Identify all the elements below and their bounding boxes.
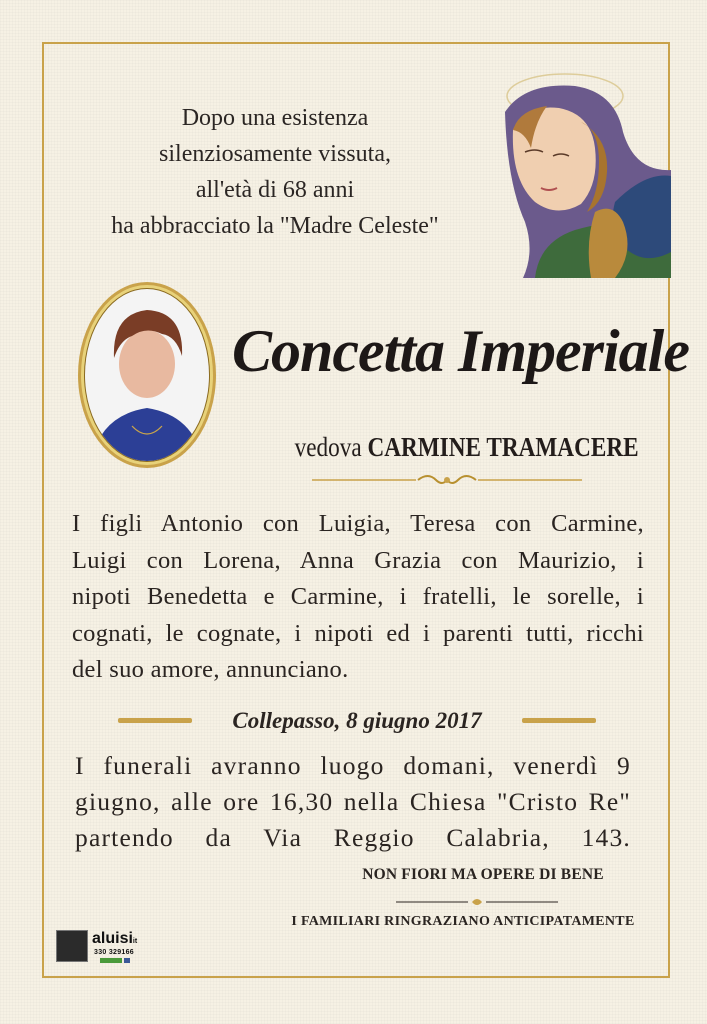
funeral-line: giugno, alle ore 16,30 nella Chiesa "Cristo Re" bbox=[75, 787, 631, 816]
whatsapp-icon bbox=[100, 958, 122, 963]
logo-brand-name: aluisi bbox=[92, 930, 133, 947]
aluisi-logo bbox=[56, 930, 156, 968]
gold-bar-right bbox=[522, 718, 596, 723]
facebook-icon bbox=[124, 958, 130, 963]
place-date-row bbox=[118, 704, 596, 738]
intro-text bbox=[70, 100, 480, 244]
announcement-line: del suo amore, annunciano. bbox=[72, 656, 349, 683]
deceased-name: Concetta Imperiale bbox=[232, 318, 689, 384]
logo-brand bbox=[92, 930, 137, 948]
ornament-divider bbox=[312, 470, 582, 490]
announcement-text bbox=[72, 506, 644, 689]
announcement-line: I figli Antonio con Luigia, Teresa con Carmine, bbox=[72, 510, 644, 537]
funeral-info bbox=[75, 748, 631, 856]
intro-line: ha abbracciato la "Madre Celeste" bbox=[111, 213, 439, 239]
portrait-photo bbox=[76, 280, 218, 470]
intro-line: Dopo una esistenza bbox=[181, 105, 369, 131]
widow-of-name: CARMINE TRAMACERE bbox=[367, 432, 639, 462]
small-divider bbox=[396, 896, 558, 908]
intro-line: silenziosamente vissuta, bbox=[159, 141, 391, 167]
widow-prefix: vedova bbox=[294, 432, 362, 462]
logo-social-icons bbox=[100, 958, 140, 964]
logo-photo-icon bbox=[56, 930, 88, 962]
gold-bar-left bbox=[118, 718, 192, 723]
thanks-note: I FAMILIARI RINGRAZIANO ANTICIPATAMENTE bbox=[291, 914, 635, 929]
logo-brand-suffix: it bbox=[132, 938, 138, 945]
funeral-line: I funerali avranno luogo domani, venerdì 9 bbox=[75, 751, 631, 780]
announcement-line: Luigi con Lorena, Anna Grazia con Maurizio, i bbox=[72, 546, 644, 574]
intro-line: all'età di 68 anni bbox=[195, 177, 355, 203]
no-flowers-note: NON FIORI MA OPERE DI BENE bbox=[362, 866, 604, 883]
logo-phone: 330 329166 bbox=[94, 949, 134, 956]
announcement-line: nipoti Benedetta e Carmine, i fratelli, le sorelle, i bbox=[72, 583, 644, 610]
announcement-line: cognati, le cognate, i nipoti ed i parenti tutti, ricchi bbox=[72, 619, 644, 647]
widow-line bbox=[294, 432, 639, 463]
madonna-image bbox=[495, 52, 675, 284]
place-date: Collepasso, 8 giugno 2017 bbox=[232, 708, 482, 733]
funeral-line: partendo da Via Reggio Calabria, 143. bbox=[75, 823, 631, 852]
